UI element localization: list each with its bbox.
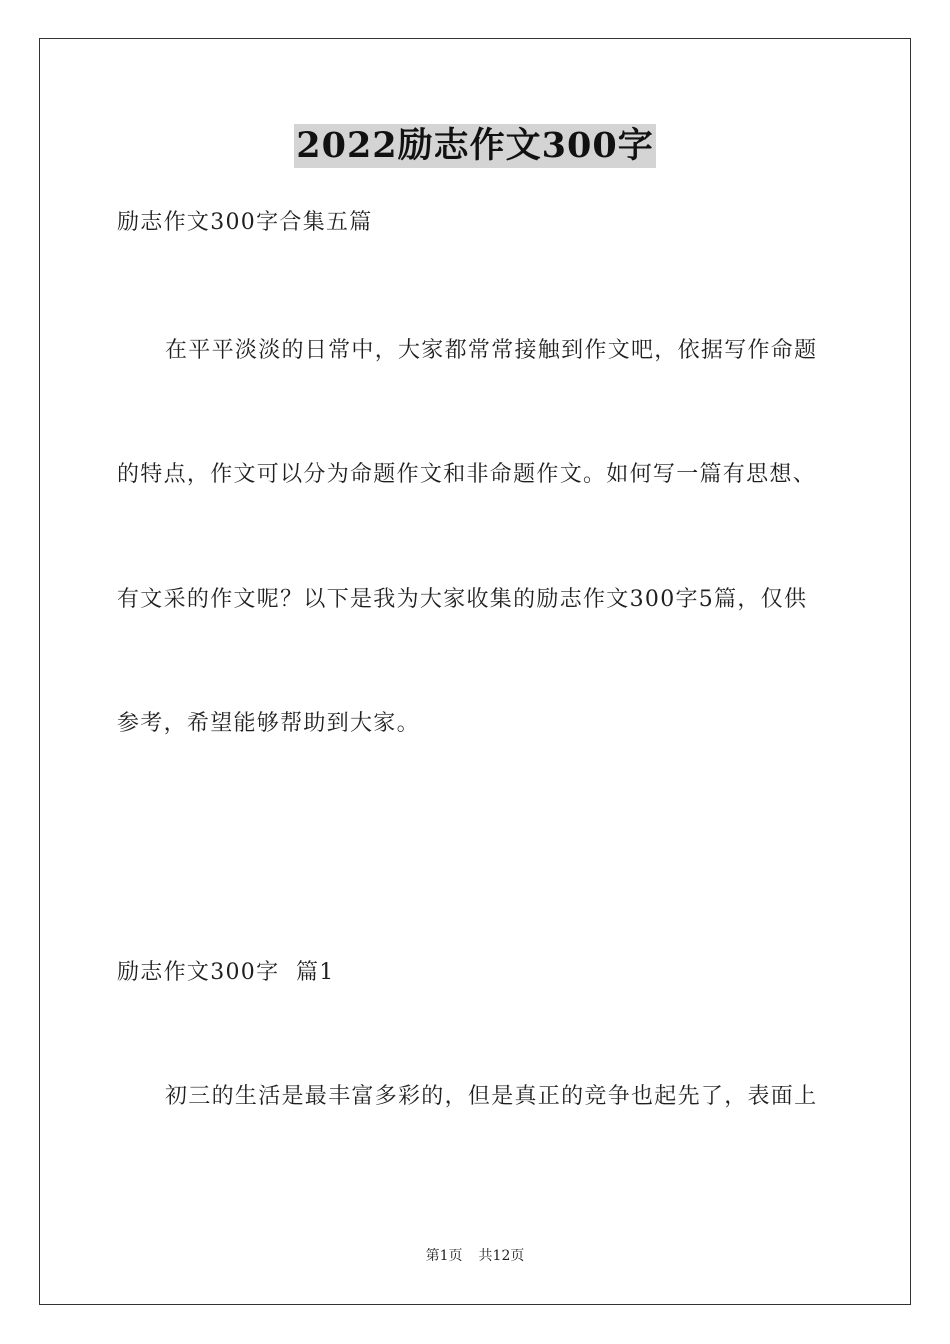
intro-line-3: 有文采的作文呢？以下是我为大家收集的励志作文300字5篇，仅供	[117, 587, 808, 612]
title-container	[0, 124, 950, 168]
page-number-current: 第1页	[425, 1248, 463, 1264]
section-heading: 励志作文300字 篇1	[117, 960, 335, 985]
intro-line-1: 在平平淡淡的日常中，大家都常常接触到作文吧，依据写作命题	[165, 338, 818, 363]
document-subtitle: 励志作文300字合集五篇	[117, 210, 373, 235]
intro-line-2: 的特点，作文可以分为命题作文和非命题作文。如何写一篇有思想、	[117, 462, 817, 487]
page-number-total: 共12页	[478, 1248, 525, 1264]
document-title: 2022励志作文300字	[296, 125, 654, 166]
page-footer	[0, 1246, 950, 1266]
section-line-1: 初三的生活是最丰富多彩的，但是真正的竞争也起先了，表面上	[165, 1084, 818, 1109]
intro-line-4: 参考，希望能够帮助到大家。	[117, 711, 420, 736]
